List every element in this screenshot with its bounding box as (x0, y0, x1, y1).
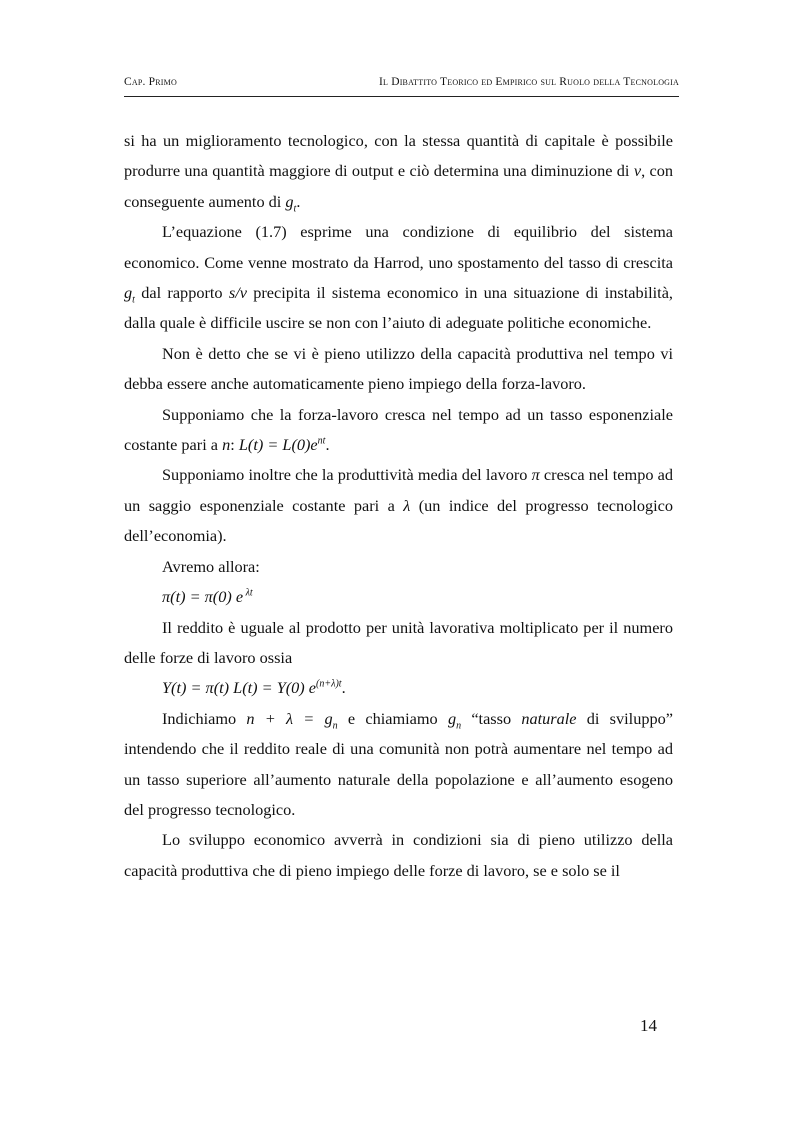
equation-productivity: π(t) = π(0) e $^{\lambda t}$ (162, 587, 253, 607)
running-header (124, 76, 679, 92)
paragraph-8: Indichiamo $n + \lambda = g_n$ e chiamiamo $g_n$ “tasso naturale di sviluppo” intendendo che il reddito reale di una comunità non potrà aumentare nel tempo ad un tasso superiore all’aumento naturale della popolazione e all’aumento esogeno del progresso tecnologico. (124, 708, 673, 819)
paragraph-6: Avremo allora: (162, 556, 260, 576)
paragraph-3: Non è detto che se vi è pieno utilizzo della capacità produttiva nel tempo vi debba essere anche automaticamente pieno impiego della forza-lavoro. (124, 343, 673, 394)
paragraph-5: Supponiamo inoltre che la produttività media del lavoro π cresca nel tempo ad un saggio esponenziale costante pari a λ (un indice del progresso tecnologico dell’economia). (124, 465, 674, 546)
paragraph-9: Lo sviluppo economico avverrà in condizioni sia di pieno utilizzo della capacità produttiva che di pieno impiego delle forze di lavoro, se e solo se il (124, 830, 673, 880)
paragraph-2: L’equazione (1.7) esprime una condizione di equilibrio del sistema economico. Come venne mostrato da Harrod, uno spostamento del tasso di crescita $g_t$ dal rapporto s/v precipita il sistema economico in una situazione di instabilità, dalla quale è difficile uscire se non con l’aiuto di adeguate politiche economiche. (124, 222, 673, 333)
paragraph-1: si ha un miglioramento tecnologico, con la stessa quantità di capitale è possibile produrre una quantità maggiore di output e ciò determina una diminuzione di v, con conseguente aumento di $g_t$. (124, 131, 673, 215)
chapter-title: Il Dibattito Teorico ed Empirico sul Ruolo della Tecnologia (379, 76, 679, 88)
paragraph-7: Il reddito è uguale al prodotto per unità lavorativa moltiplicato per il numero delle forze di lavoro ossia (124, 617, 673, 667)
page-body (124, 126, 673, 886)
page-number: 14 (640, 1016, 657, 1035)
header-rule (124, 96, 679, 97)
paragraph-4: Supponiamo che la forza-lavoro cresca nel tempo ad un tasso esponenziale costante pari a n: $L(t) = L(0)e^{nt}$. (124, 404, 673, 455)
equation-income: Y(t) = π(t) L(t) = Y(0) $e^{(n+\lambda)t}$. (162, 678, 346, 698)
chapter-label: Cap. Primo (124, 76, 177, 88)
